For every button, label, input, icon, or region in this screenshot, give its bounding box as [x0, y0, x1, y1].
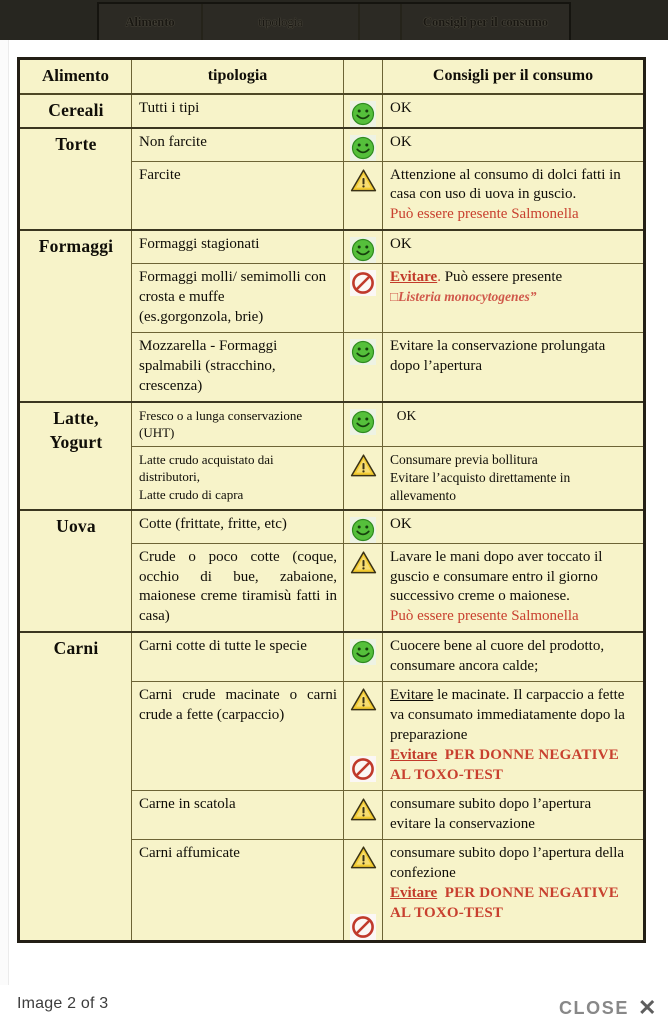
food-type-cell: Carni affumicate	[132, 839, 344, 941]
advice-icon-cell	[344, 402, 383, 446]
food-type-cell: Farcite	[132, 161, 344, 230]
icon-stack	[344, 547, 382, 575]
column-header-tipologia: tipologia	[132, 59, 344, 94]
warning-triangle-icon	[350, 453, 377, 478]
close-button-label: CLOSE	[558, 997, 629, 1018]
food-type-cell: Mozzarella - Formaggi spalmabili (stracchino, crescenza)	[132, 333, 344, 402]
column-header-icon	[344, 59, 383, 94]
food-type-cell: Carni cotte di tutte le specie	[132, 632, 344, 681]
prohibition-icon	[350, 270, 376, 296]
previous-image-table-header	[97, 2, 571, 40]
icon-stack	[344, 165, 382, 193]
icon-stack	[344, 636, 382, 665]
advice-cell: OK	[383, 402, 645, 446]
icon-stack	[344, 406, 382, 435]
food-type-cell: Cotte (frittate, fritte, etc)	[132, 510, 344, 544]
column-header-alimento: Alimento	[19, 59, 132, 94]
advice-cell: consumare subito dopo l’apertura della confezione Evitare PER DONNE NEGATIVE AL TOXO-TEST	[383, 839, 645, 941]
table-row	[19, 510, 645, 544]
advice-icon-cell	[344, 839, 383, 941]
food-type-cell: Latte crudo acquistato dai distributori, Latte crudo di capra	[132, 446, 344, 509]
food-type-cell: Formaggi stagionati	[132, 230, 344, 264]
table-row	[19, 94, 645, 128]
food-type-cell: Fresco o a lunga conservazione (UHT)	[132, 402, 344, 446]
advice-icon-cell	[344, 264, 383, 333]
warning-triangle-icon	[350, 168, 377, 193]
icon-stack	[344, 132, 382, 161]
advice-cell: consumare subito dopo l’apertura evitare la conservazione	[383, 790, 645, 839]
advice-cell: Evitare. Può essere presente □Listeria monocytogenes”	[383, 264, 645, 333]
advice-icon-cell	[344, 543, 383, 632]
advice-cell: OK	[383, 230, 645, 264]
food-group-name: Latte, Yogurt	[19, 402, 132, 510]
food-group-name: Uova	[19, 510, 132, 633]
advice-icon-cell	[344, 790, 383, 839]
food-type-cell: Non farcite	[132, 128, 344, 162]
advice-icon-cell	[344, 333, 383, 402]
advice-icon-cell	[344, 632, 383, 681]
warning-triangle-icon	[350, 797, 377, 822]
advice-icon-cell	[344, 128, 383, 162]
strip-header-tipologia: tipologia	[203, 4, 360, 40]
smiley-green-icon	[350, 409, 376, 435]
close-x-icon: ✕	[637, 995, 658, 1020]
food-type-cell: Tutti i tipi	[132, 94, 344, 128]
icon-stack	[344, 685, 382, 782]
food-group-name: Carni	[19, 632, 132, 941]
icon-stack	[344, 843, 382, 940]
warning-triangle-icon	[350, 550, 377, 575]
food-type-cell: Carne in scatola	[132, 790, 344, 839]
advice-icon-cell	[344, 230, 383, 264]
food-group-name: Cereali	[19, 94, 132, 128]
smiley-green-icon	[350, 517, 376, 543]
column-header-consigli: Consigli per il consumo	[383, 59, 645, 94]
previous-image-strip	[0, 0, 668, 40]
advice-cell: Attenzione al consumo di dolci fatti in casa con uso di uova in guscio. Può essere presente Salmonella	[383, 161, 645, 230]
table-body	[19, 94, 645, 942]
icon-stack	[344, 514, 382, 543]
warning-triangle-icon	[350, 687, 377, 712]
strip-header-icon	[360, 4, 402, 40]
icon-stack	[344, 98, 382, 127]
advice-cell: OK	[383, 510, 645, 544]
icon-stack	[344, 267, 382, 296]
smiley-green-icon	[350, 135, 376, 161]
icon-stack	[344, 450, 382, 478]
food-advice-table	[17, 57, 646, 943]
image-counter: Image 2 of 3	[17, 995, 109, 1012]
strip-header-alimento: Alimento	[99, 4, 203, 40]
table-header-row	[19, 59, 645, 94]
advice-icon-cell	[344, 94, 383, 128]
strip-header-consigli: Consigli per il consumo	[422, 14, 549, 29]
smiley-green-icon	[350, 237, 376, 263]
food-type-cell: Carni crude macinate o carni crude a fette (carpaccio)	[132, 682, 344, 791]
advice-cell: Consumare previa bollitura Evitare l’acquisto direttamente in allevamento	[383, 446, 645, 509]
smiley-green-icon	[350, 101, 376, 127]
advice-cell: OK	[383, 94, 645, 128]
table-row	[19, 128, 645, 162]
table-row	[19, 230, 645, 264]
advice-cell: Lavare le mani dopo aver toccato il guscio e consumare entro il giorno successivo creme o maionese. Può essere presente Salmonella	[383, 543, 645, 632]
lightbox-bottom-bar	[0, 985, 668, 1024]
advice-cell: Cuocere bene al cuore del prodotto, consumare ancora calde;	[383, 632, 645, 681]
advice-icon-cell	[344, 510, 383, 544]
close-button[interactable]	[559, 997, 658, 1019]
icon-stack	[344, 336, 382, 365]
food-type-cell: Formaggi molli/ semimolli con crosta e muffe (es.gorgonzola, brie)	[132, 264, 344, 333]
icon-stack	[344, 234, 382, 263]
advice-icon-cell	[344, 446, 383, 509]
advice-icon-cell	[344, 161, 383, 230]
advice-cell: Evitare la conservazione prolungata dopo l’apertura	[383, 333, 645, 402]
table-row	[19, 402, 645, 446]
advice-cell: Evitare le macinate. Il carpaccio a fette va consumato immediatamente dopo la preparazione Evitare PER DONNE NEGATIVE AL TOXO-TEST	[383, 682, 645, 791]
icon-stack	[344, 794, 382, 822]
smiley-green-icon	[350, 639, 376, 665]
smiley-green-icon	[350, 339, 376, 365]
left-rail	[0, 40, 9, 1024]
table-row	[19, 632, 645, 681]
prohibition-icon	[350, 914, 376, 940]
advice-cell: OK	[383, 128, 645, 162]
warning-triangle-icon	[350, 845, 377, 870]
food-group-name: Torte	[19, 128, 132, 231]
prohibition-icon	[350, 756, 376, 782]
food-group-name: Formaggi	[19, 230, 132, 402]
advice-icon-cell	[344, 682, 383, 791]
food-type-cell: Crude o poco cotte (coque, occhio di bue, zabaione, maionese creme tiramisù fatti in casa)	[132, 543, 344, 632]
